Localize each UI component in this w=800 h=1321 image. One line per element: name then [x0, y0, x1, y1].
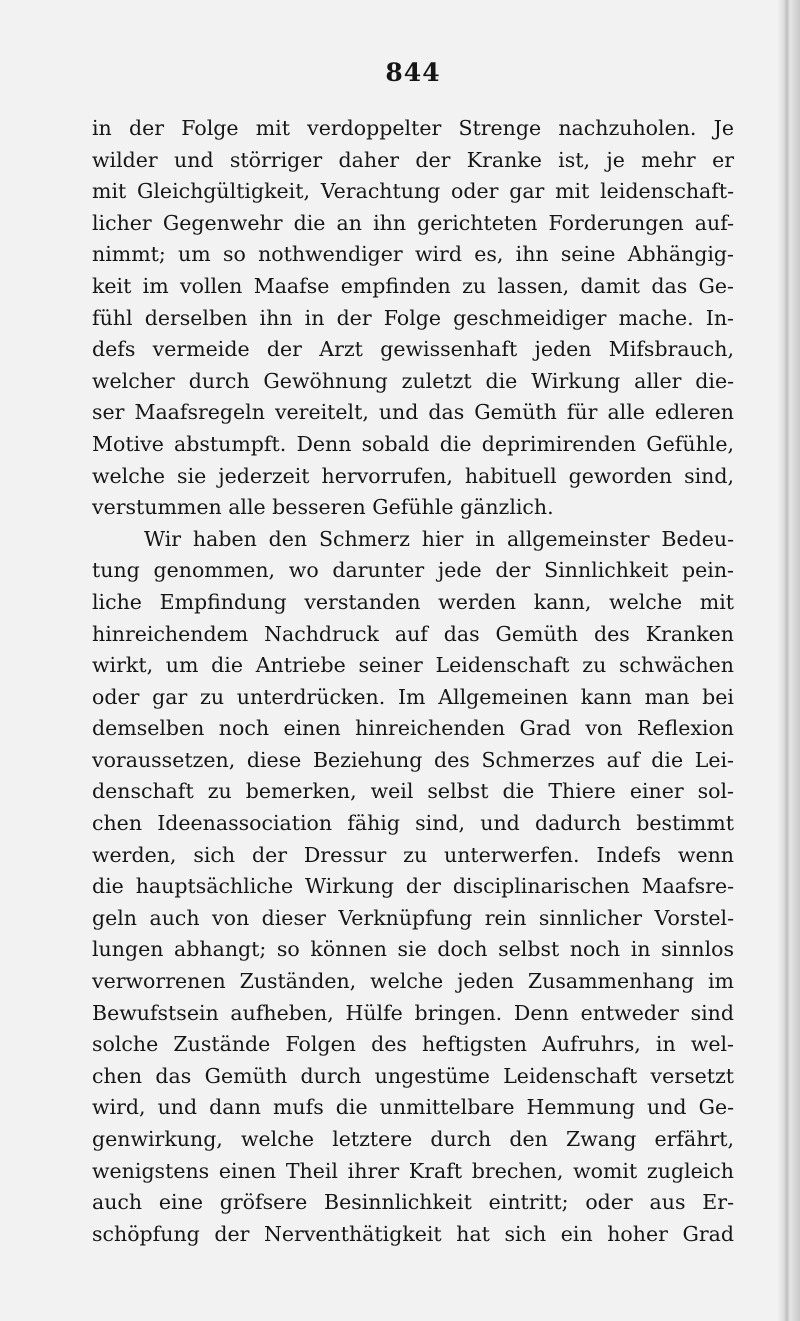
text-line: hinreichendem Nachdruck auf das Gemüth des Kranken — [92, 621, 734, 646]
paragraph-start-line: Wir haben den Schmerz hier in allgemeinster Bedeu- — [144, 526, 734, 551]
text-line: chen das Gemüth durch ungestüme Leidenschaft versetzt — [92, 1063, 734, 1088]
text-line: keit im vollen Maafse empfinden zu lassen, damit das Ge- — [92, 273, 734, 298]
text-line: lungen abhangt; so können sie doch selbst noch in sinnlos — [92, 937, 734, 962]
page-edge — [778, 0, 800, 1321]
body-text — [92, 113, 734, 1250]
text-line: solche Zustände Folgen des heftigsten Aufruhrs, in wel- — [92, 1032, 734, 1057]
text-line: wirkt, um die Antriebe seiner Leidenschaft zu schwächen — [92, 653, 734, 678]
text-line: Bewufstsein aufheben, Hülfe bringen. Denn entweder sind — [92, 1000, 734, 1025]
text-line: licher Gegenwehr die an ihn gerichteten Forderungen auf- — [92, 210, 734, 235]
text-line: werden, sich der Dressur zu unterwerfen. Indefs wenn — [92, 842, 734, 867]
text-line: oder gar zu unterdrücken. Im Allgemeinen kann man bei — [92, 684, 734, 709]
page-number: 844 — [385, 58, 441, 87]
text-line: demselben noch einen hinreichenden Grad von Reflexion — [92, 716, 734, 741]
text-line: voraussetzen, diese Beziehung des Schmerzes auf die Lei- — [92, 747, 734, 772]
text-line: auch eine gröfsere Besinnlichkeit eintritt; oder aus Er- — [92, 1190, 734, 1215]
text-line: wenigstens einen Theil ihrer Kraft brechen, womit zugleich — [92, 1158, 734, 1183]
text-line: mit Gleichgültigkeit, Verachtung oder gar mit leidenschaft- — [92, 179, 734, 204]
text-line: liche Empfindung verstanden werden kann, welche mit — [92, 589, 734, 614]
text-line: denschaft zu bemerken, weil selbst die Thiere einer sol- — [92, 779, 734, 804]
text-line: schöpfung der Nerventhätigkeit hat sich ein hoher Grad — [92, 1221, 734, 1246]
text-line: fühl derselben ihn in der Folge geschmeidiger mache. In- — [92, 305, 734, 330]
text-line: genwirkung, welche letztere durch den Zwang erfährt, — [92, 1127, 734, 1151]
text-line: nimmt; um so nothwendiger wird es, ihn seine Abhängig- — [92, 242, 734, 267]
text-line: Motive abstumpft. Denn sobald die deprimirenden Gefühle, — [92, 431, 734, 456]
text-line: welche sie jederzeit hervorrufen, habituell geworden sind, — [92, 463, 734, 488]
text-line: welcher durch Gewöhnung zuletzt die Wirkung aller die- — [92, 368, 734, 393]
text-line: defs vermeide der Arzt gewissenhaft jeden Mifsbrauch, — [92, 337, 734, 362]
text-line: verstummen alle besseren Gefühle gänzlich. — [92, 495, 554, 520]
text-line: wilder und störriger daher der Kranke ist, je mehr er — [92, 147, 734, 172]
text-line: wird, und dann mufs die unmittelbare Hemmung und Ge- — [92, 1095, 734, 1120]
text-line: verworrenen Zuständen, welche jeden Zusammenhang im — [92, 969, 734, 994]
text-line: tung genommen, wo darunter jede der Sinnlichkeit pein- — [92, 558, 734, 583]
text-line: die hauptsächliche Wirkung der disciplinarischen Maafsre- — [92, 874, 734, 899]
text-line: geln auch von dieser Verknüpfung rein sinnlicher Vorstel- — [92, 905, 734, 930]
text-line: ser Maafsregeln vereitelt, und das Gemüth für alle edleren — [92, 400, 734, 425]
text-line: chen Ideenassociation fähig sind, und dadurch bestimmt — [92, 811, 734, 836]
text-line: in der Folge mit verdoppelter Strenge nachzuholen. Je — [92, 116, 734, 140]
